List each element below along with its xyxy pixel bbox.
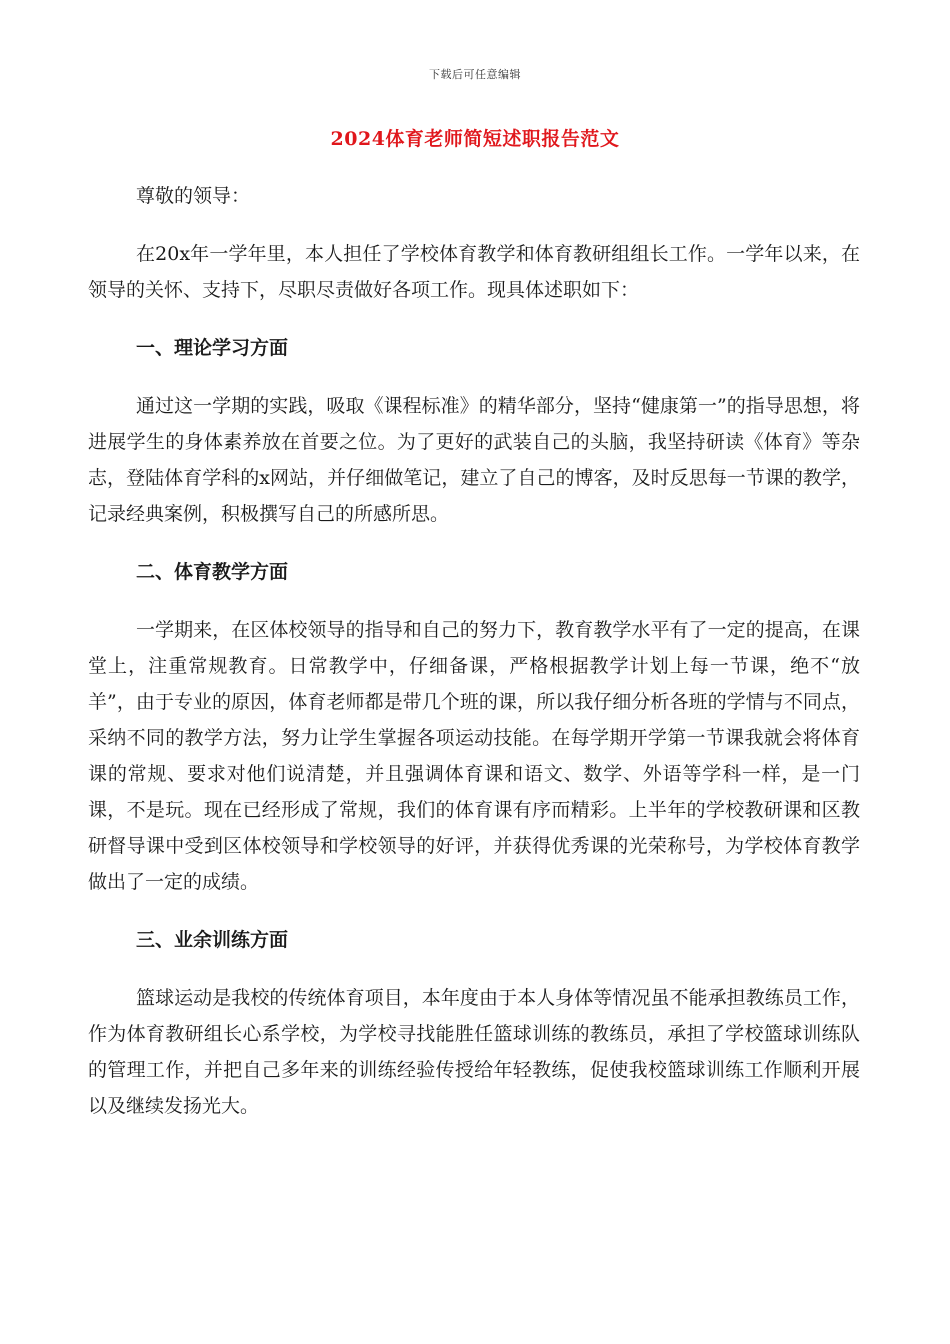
intro-paragraph: 在20x年一学年里，本人担任了学校体育教学和体育教研组组长工作。一学年以来，在领导的关怀、支持下，尽职尽责做好各项工作。现具体述职如下： xyxy=(88,243,860,301)
document-title: 2024体育老师简短述职报告范文 xyxy=(330,128,620,150)
section-body-theory: 通过这一学期的实践，吸取《课程标准》的精华部分，坚持“健康第一”的指导思想，将进展学生的身体素养放在首要之位。为了更好的武装自己的头脑，我坚持研读《体育》等杂志，登陆体育学科的x网站，并仔细做笔记，建立了自己的博客，及时反思每一节课的教学，记录经典案例，积极撰写自己的所感所思。 xyxy=(88,395,860,525)
section-heading-training: 三、业余训练方面 xyxy=(136,929,289,951)
header-note: 下载后可任意编辑 xyxy=(429,68,521,81)
section-heading-teaching: 二、体育教学方面 xyxy=(136,561,289,583)
section-body-teaching: 一学期来，在区体校领导的指导和自己的努力下，教育教学水平有了一定的提高，在课堂上，注重常规教育。日常教学中，仔细备课，严格根据教学计划上每一节课，绝不“放羊”，由于专业的原因，体育老师都是带几个班的课，所以我仔细分析各班的学情与不同点，采纳不同的教学方法，努力让学生掌握各项运动技能。在每学期开学第一节课我就会将体育课的常规、要求对他们说清楚，并且强调体育课和语文、数学、外语等学科一样，是一门课，不是玩。现在已经形成了常规，我们的体育课有序而精彩。上半年的学校教研课和区教研督导课中受到区体校领导和学校领导的好评，并获得优秀课的光荣称号，为学校体育教学做出了一定的成绩。 xyxy=(88,619,860,893)
section-body-training: 篮球运动是我校的传统体育项目，本年度由于本人身体等情况虽不能承担教练员工作，作为体育教研组长心系学校，为学校寻找能胜任篮球训练的教练员，承担了学校篮球训练队的管理工作，并把自己多年来的训练经验传授给年轻教练，促使我校篮球训练工作顺利开展以及继续发扬光大。 xyxy=(88,987,860,1117)
salutation: 尊敬的领导： xyxy=(136,185,251,207)
section-heading-theory: 一、理论学习方面 xyxy=(136,337,289,359)
document-body xyxy=(88,178,860,1146)
